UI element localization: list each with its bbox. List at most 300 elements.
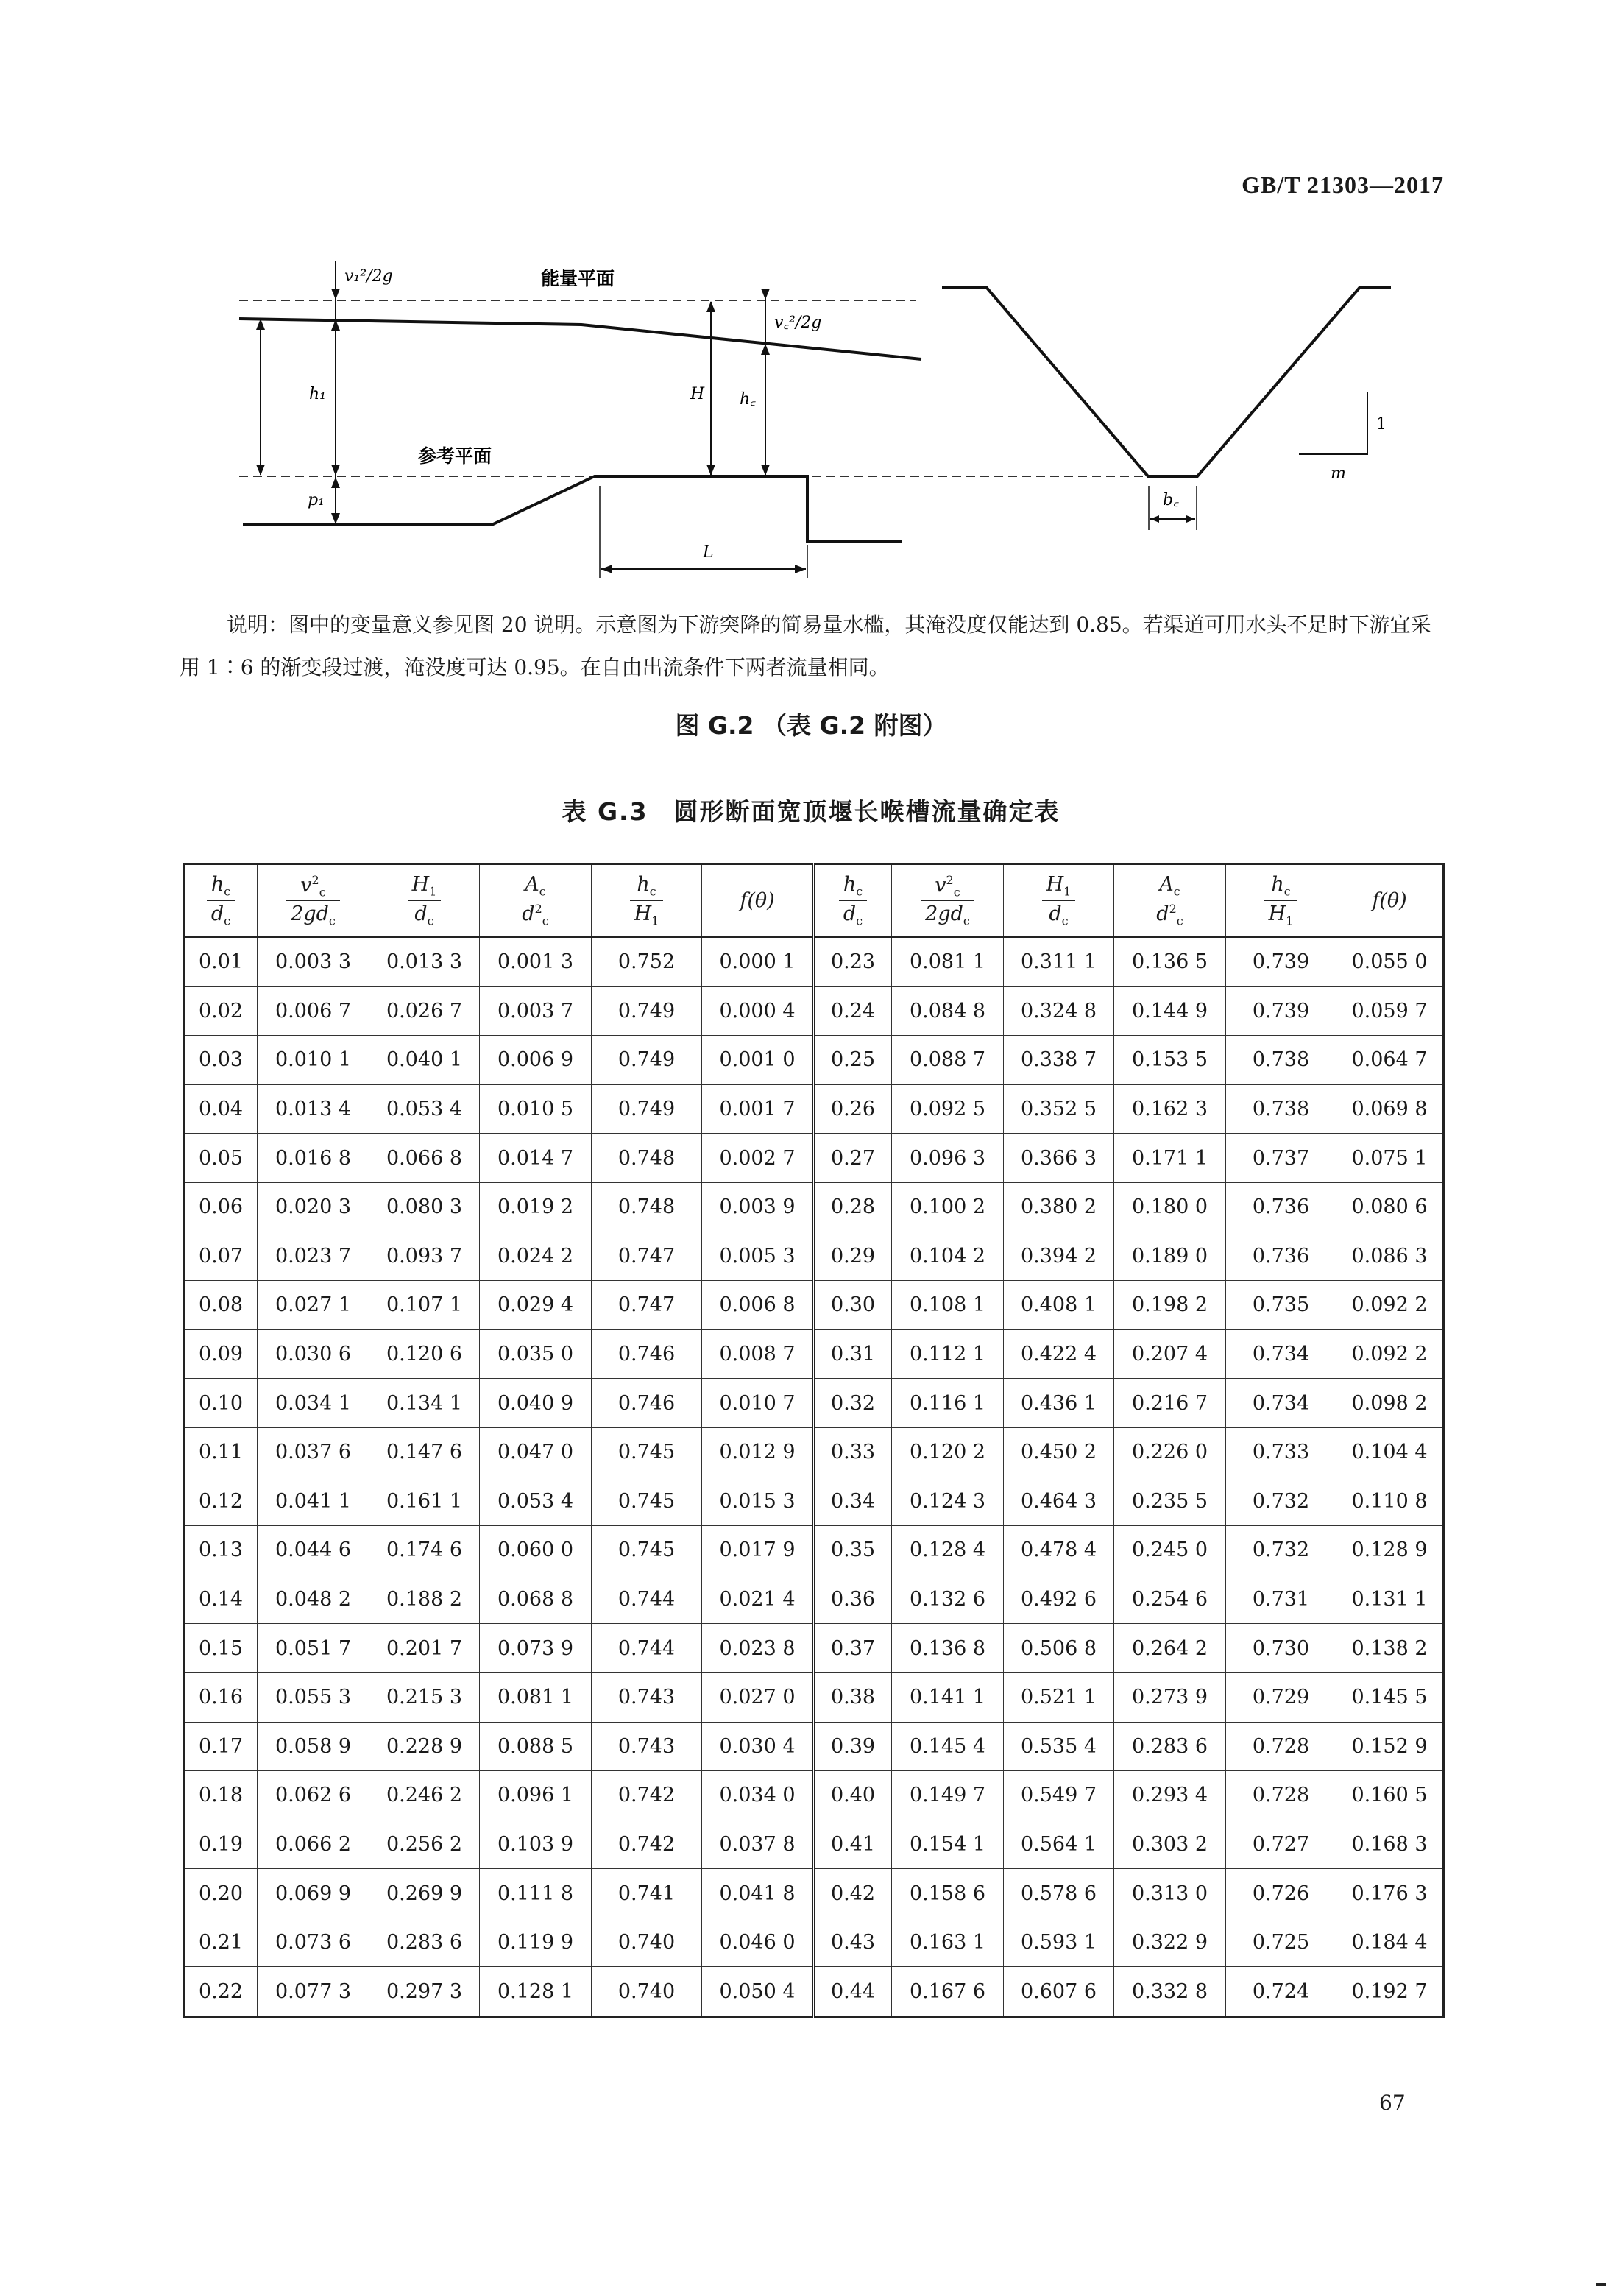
table-cell: 0.736	[1226, 1232, 1336, 1281]
table-cell: 0.593 1	[1004, 1918, 1114, 1967]
table-cell: 0.026 7	[369, 986, 480, 1036]
table-cell: 0.264 2	[1114, 1624, 1226, 1673]
table-cell: 0.22	[184, 1967, 258, 2017]
table-cell: 0.047 0	[480, 1427, 592, 1477]
table-cell: 0.564 1	[1004, 1820, 1114, 1869]
table-cell: 0.743	[592, 1722, 702, 1771]
table-cell: 0.055 0	[1336, 937, 1444, 987]
table-body	[184, 937, 1444, 2017]
table-cell: 0.010 7	[702, 1379, 814, 1428]
table-cell: 0.737	[1226, 1134, 1336, 1183]
table-cell: 0.735	[1226, 1281, 1336, 1330]
table-cell: 0.24	[814, 986, 892, 1036]
table-cell: 0.741	[592, 1869, 702, 1918]
table-cell: 0.050 4	[702, 1967, 814, 2017]
table-cell: 0.092 2	[1336, 1329, 1444, 1379]
table-cell: 0.39	[814, 1722, 892, 1771]
table-cell: 0.073 9	[480, 1624, 592, 1673]
table-cell: 0.10	[184, 1379, 258, 1428]
table-cell: 0.293 4	[1114, 1771, 1226, 1820]
table-cell: 0.010 5	[480, 1084, 592, 1134]
vc-label: v꜀²/2g	[774, 314, 822, 332]
table-cell: 0.20	[184, 1869, 258, 1918]
table-cell: 0.053 4	[480, 1477, 592, 1526]
trapezoid-section	[942, 287, 1391, 476]
table-cell: 0.013 3	[369, 937, 480, 987]
table-cell: 0.578 6	[1004, 1869, 1114, 1918]
table-cell: 0.43	[814, 1918, 892, 1967]
table-cell: 0.104 2	[892, 1232, 1004, 1281]
table-cell: 0.062 6	[258, 1771, 369, 1820]
table-cell: 0.246 2	[369, 1771, 480, 1820]
table-cell: 0.549 7	[1004, 1771, 1114, 1820]
table-row	[184, 937, 1444, 987]
table-cell: 0.096 3	[892, 1134, 1004, 1183]
table-cell: 0.027 0	[702, 1672, 814, 1722]
table-cell: 0.040 1	[369, 1036, 480, 1085]
table-cell: 0.18	[184, 1771, 258, 1820]
table-cell: 0.023 8	[702, 1624, 814, 1673]
table-title: 表 G.3 圆形断面宽顶堰长喉槽流量确定表	[562, 797, 1060, 826]
table-cell: 0.422 4	[1004, 1329, 1114, 1379]
table-cell: 0.005 3	[702, 1232, 814, 1281]
table-cell: 0.394 2	[1004, 1232, 1114, 1281]
table-cell: 0.136 5	[1114, 937, 1226, 987]
table-cell: 0.098 2	[1336, 1379, 1444, 1428]
channel-bed	[243, 476, 902, 541]
table-cell: 0.145 4	[892, 1722, 1004, 1771]
table-cell: 0.168 3	[1336, 1820, 1444, 1869]
table-cell: 0.124 3	[892, 1477, 1004, 1526]
standard-code: GB/T 21303—2017	[1242, 172, 1444, 198]
table-cell: 0.738	[1226, 1084, 1336, 1134]
table-cell: 0.21	[184, 1918, 258, 1967]
table-row	[184, 1232, 1444, 1281]
table-cell: 0.332 8	[1114, 1967, 1226, 2017]
table-cell: 0.749	[592, 1036, 702, 1085]
table-cell: 0.198 2	[1114, 1281, 1226, 1330]
table-row	[184, 1182, 1444, 1232]
table-cell: 0.189 0	[1114, 1232, 1226, 1281]
table-cell: 0.40	[814, 1771, 892, 1820]
table-cell: 0.752	[592, 937, 702, 987]
table-cell: 0.014 7	[480, 1134, 592, 1183]
table-cell: 0.607 6	[1004, 1967, 1114, 2017]
table-row	[184, 986, 1444, 1036]
table-cell: 0.37	[814, 1624, 892, 1673]
table-cell: 0.001 3	[480, 937, 592, 987]
table-row	[184, 1575, 1444, 1624]
table-cell: 0.744	[592, 1575, 702, 1624]
table-cell: 0.015 3	[702, 1477, 814, 1526]
table-cell: 0.724	[1226, 1967, 1336, 2017]
table-cell: 0.088 5	[480, 1722, 592, 1771]
table-cell: 0.26	[814, 1084, 892, 1134]
flow-table	[183, 863, 1445, 2018]
table-header-row	[184, 864, 1444, 937]
table-cell: 0.38	[814, 1672, 892, 1722]
table-cell: 0.107 1	[369, 1281, 480, 1330]
table-cell: 0.188 2	[369, 1575, 480, 1624]
table-cell: 0.019 2	[480, 1182, 592, 1232]
table-cell: 0.046 0	[702, 1918, 814, 1967]
table-cell: 0.739	[1226, 937, 1336, 987]
table-cell: 0.352 5	[1004, 1084, 1114, 1134]
table-cell: 0.023 7	[258, 1232, 369, 1281]
table-cell: 0.192 7	[1336, 1967, 1444, 2017]
table-cell: 0.116 1	[892, 1379, 1004, 1428]
table-cell: 0.041 8	[702, 1869, 814, 1918]
table-cell: 0.450 2	[1004, 1427, 1114, 1477]
table-cell: 0.066 2	[258, 1820, 369, 1869]
table-row	[184, 1036, 1444, 1085]
table-cell: 0.068 8	[480, 1575, 592, 1624]
table-cell: 0.184 4	[1336, 1918, 1444, 1967]
table-cell: 0.748	[592, 1134, 702, 1183]
table-cell: 0.297 3	[369, 1967, 480, 2017]
table-cell: 0.02	[184, 986, 258, 1036]
table-cell: 0.743	[592, 1672, 702, 1722]
table-cell: 0.060 0	[480, 1526, 592, 1575]
table-cell: 0.034 1	[258, 1379, 369, 1428]
table-cell: 0.144 9	[1114, 986, 1226, 1036]
table-cell: 0.736	[1226, 1182, 1336, 1232]
table-cell: 0.111 8	[480, 1869, 592, 1918]
table-cell: 0.096 1	[480, 1771, 592, 1820]
table-cell: 0.112 1	[892, 1329, 1004, 1379]
table-cell: 0.108 1	[892, 1281, 1004, 1330]
table-row	[184, 1477, 1444, 1526]
table-row	[184, 1918, 1444, 1967]
table-cell: 0.322 9	[1114, 1918, 1226, 1967]
table-cell: 0.037 6	[258, 1427, 369, 1477]
table-cell: 0.000 1	[702, 937, 814, 987]
table-cell: 0.739	[1226, 986, 1336, 1036]
table-cell: 0.44	[814, 1967, 892, 2017]
table-cell: 0.28	[814, 1182, 892, 1232]
table-cell: 0.742	[592, 1771, 702, 1820]
table-row	[184, 1526, 1444, 1575]
col-vc2-2gdc-left: $\frac{v^2_c}{2gd_c}$	[258, 864, 369, 937]
table-cell: 0.006 7	[258, 986, 369, 1036]
table-cell: 0.027 1	[258, 1281, 369, 1330]
table-cell: 0.745	[592, 1427, 702, 1477]
table-cell: 0.088 7	[892, 1036, 1004, 1085]
table-cell: 0.207 4	[1114, 1329, 1226, 1379]
table-cell: 0.235 5	[1114, 1477, 1226, 1526]
table-cell: 0.324 8	[1004, 986, 1114, 1036]
table-cell: 0.010 1	[258, 1036, 369, 1085]
table-cell: 0.732	[1226, 1477, 1336, 1526]
table-cell: 0.073 6	[258, 1918, 369, 1967]
table-cell: 0.15	[184, 1624, 258, 1673]
table-cell: 0.030 6	[258, 1329, 369, 1379]
table-cell: 0.021 4	[702, 1575, 814, 1624]
h1-label: h₁	[309, 385, 326, 403]
table-cell: 0.23	[814, 937, 892, 987]
table-cell: 0.32	[814, 1379, 892, 1428]
v1-label: v₁²/2g	[344, 267, 393, 286]
table-cell: 0.08	[184, 1281, 258, 1330]
table-cell: 0.17	[184, 1722, 258, 1771]
table-cell: 0.01	[184, 937, 258, 987]
table-cell: 0.128 9	[1336, 1526, 1444, 1575]
table-cell: 0.380 2	[1004, 1182, 1114, 1232]
table-cell: 0.003 7	[480, 986, 592, 1036]
table-cell: 0.141 1	[892, 1672, 1004, 1722]
col-hc-H1-left: $\frac{h_c}{H_1}$	[592, 864, 702, 937]
table-cell: 0.003 9	[702, 1182, 814, 1232]
table-cell: 0.002 7	[702, 1134, 814, 1183]
table-cell: 0.066 8	[369, 1134, 480, 1183]
table-cell: 0.492 6	[1004, 1575, 1114, 1624]
table-row	[184, 1084, 1444, 1134]
table-cell: 0.138 2	[1336, 1624, 1444, 1673]
table-cell: 0.012 9	[702, 1427, 814, 1477]
table-cell: 0.734	[1226, 1379, 1336, 1428]
table-cell: 0.058 9	[258, 1722, 369, 1771]
table-cell: 0.745	[592, 1477, 702, 1526]
col-Ac-dc2-left: $\frac{A_c}{d^2_c}$	[480, 864, 592, 937]
table-cell: 0.727	[1226, 1820, 1336, 1869]
col-H1-dc-right: $\frac{H_1}{d_c}$	[1004, 864, 1114, 937]
table-cell: 0.154 1	[892, 1820, 1004, 1869]
table-cell: 0.245 0	[1114, 1526, 1226, 1575]
table-cell: 0.726	[1226, 1869, 1336, 1918]
table-cell: 0.216 7	[1114, 1379, 1226, 1428]
table-cell: 0.100 2	[892, 1182, 1004, 1232]
table-cell: 0.16	[184, 1672, 258, 1722]
table-cell: 0.740	[592, 1918, 702, 1967]
table-cell: 0.729	[1226, 1672, 1336, 1722]
table-cell: 0.283 6	[1114, 1722, 1226, 1771]
table-cell: 0.153 5	[1114, 1036, 1226, 1085]
col-vc2-2gdc-right: $\frac{v^2_c}{2gd_c}$	[892, 864, 1004, 937]
table-cell: 0.077 3	[258, 1967, 369, 2017]
table-cell: 0.436 1	[1004, 1379, 1114, 1428]
table-cell: 0.303 2	[1114, 1820, 1226, 1869]
table-cell: 0.06	[184, 1182, 258, 1232]
table-cell: 0.728	[1226, 1771, 1336, 1820]
table-cell: 0.064 7	[1336, 1036, 1444, 1085]
table-cell: 0.228 9	[369, 1722, 480, 1771]
table-cell: 0.12	[184, 1477, 258, 1526]
table-row	[184, 1427, 1444, 1477]
table-cell: 0.313 0	[1114, 1869, 1226, 1918]
table-cell: 0.132 6	[892, 1575, 1004, 1624]
table-cell: 0.161 1	[369, 1477, 480, 1526]
table-cell: 0.03	[184, 1036, 258, 1085]
table-cell: 0.053 4	[369, 1084, 480, 1134]
slope-m-label: m	[1331, 465, 1346, 483]
table-cell: 0.478 4	[1004, 1526, 1114, 1575]
table-cell: 0.35	[814, 1526, 892, 1575]
table-cell: 0.256 2	[369, 1820, 480, 1869]
table-cell: 0.749	[592, 1084, 702, 1134]
table-cell: 0.158 6	[892, 1869, 1004, 1918]
table-cell: 0.747	[592, 1281, 702, 1330]
table-cell: 0.069 8	[1336, 1084, 1444, 1134]
table-cell: 0.093 7	[369, 1232, 480, 1281]
table-cell: 0.035 0	[480, 1329, 592, 1379]
table-cell: 0.734	[1226, 1329, 1336, 1379]
table-cell: 0.41	[814, 1820, 892, 1869]
table-cell: 0.128 1	[480, 1967, 592, 2017]
col-H1-dc-left: $\frac{H_1}{d_c}$	[369, 864, 480, 937]
col-hc-dc-right: $\frac{h_c}{d_c}$	[814, 864, 892, 937]
table-cell: 0.742	[592, 1820, 702, 1869]
table-cell: 0.07	[184, 1232, 258, 1281]
table-cell: 0.040 9	[480, 1379, 592, 1428]
table-cell: 0.020 3	[258, 1182, 369, 1232]
table-cell: 0.521 1	[1004, 1672, 1114, 1722]
corner-mark	[1596, 2283, 1606, 2286]
table-cell: 0.19	[184, 1820, 258, 1869]
table-cell: 0.120 6	[369, 1329, 480, 1379]
hc-label: h꜀	[740, 390, 756, 409]
figure-caption: 图 G.2 （表 G.2 附图）	[675, 711, 947, 740]
table-cell: 0.338 7	[1004, 1036, 1114, 1085]
table-cell: 0.464 3	[1004, 1477, 1114, 1526]
table-cell: 0.069 9	[258, 1869, 369, 1918]
table-cell: 0.30	[814, 1281, 892, 1330]
table-cell: 0.11	[184, 1427, 258, 1477]
table-cell: 0.180 0	[1114, 1182, 1226, 1232]
table-row	[184, 1134, 1444, 1183]
table-cell: 0.016 8	[258, 1134, 369, 1183]
table-cell: 0.055 3	[258, 1672, 369, 1722]
table-cell: 0.408 1	[1004, 1281, 1114, 1330]
table-cell: 0.201 7	[369, 1624, 480, 1673]
table-row	[184, 1329, 1444, 1379]
table-cell: 0.506 8	[1004, 1624, 1114, 1673]
table-cell: 0.080 3	[369, 1182, 480, 1232]
table-cell: 0.084 8	[892, 986, 1004, 1036]
col-hc-H1-right: $\frac{h_c}{H_1}$	[1226, 864, 1336, 937]
table-cell: 0.33	[814, 1427, 892, 1477]
figure-g2	[221, 250, 1428, 589]
table-cell: 0.080 6	[1336, 1182, 1444, 1232]
table-cell: 0.131 1	[1336, 1575, 1444, 1624]
table-cell: 0.42	[814, 1869, 892, 1918]
table-row	[184, 1672, 1444, 1722]
table-row	[184, 1771, 1444, 1820]
table-cell: 0.730	[1226, 1624, 1336, 1673]
table-cell: 0.128 4	[892, 1526, 1004, 1575]
table-cell: 0.000 4	[702, 986, 814, 1036]
table-cell: 0.746	[592, 1329, 702, 1379]
table-cell: 0.749	[592, 986, 702, 1036]
table-cell: 0.152 9	[1336, 1722, 1444, 1771]
table-cell: 0.013 4	[258, 1084, 369, 1134]
table-cell: 0.14	[184, 1575, 258, 1624]
table-cell: 0.119 9	[480, 1918, 592, 1967]
table-cell: 0.104 4	[1336, 1427, 1444, 1477]
table-cell: 0.001 7	[702, 1084, 814, 1134]
col-Ac-dc2-right: $\frac{A_c}{d^2_c}$	[1114, 864, 1226, 937]
table-cell: 0.215 3	[369, 1672, 480, 1722]
table-row	[184, 1281, 1444, 1330]
table-cell: 0.29	[814, 1232, 892, 1281]
table-cell: 0.149 7	[892, 1771, 1004, 1820]
table-cell: 0.167 6	[892, 1967, 1004, 2017]
table-cell: 0.034 0	[702, 1771, 814, 1820]
table-cell: 0.120 2	[892, 1427, 1004, 1477]
table-cell: 0.283 6	[369, 1918, 480, 1967]
L-label: L	[703, 543, 714, 562]
table-cell: 0.163 1	[892, 1918, 1004, 1967]
table-cell: 0.05	[184, 1134, 258, 1183]
table-cell: 0.27	[814, 1134, 892, 1183]
table-cell: 0.732	[1226, 1526, 1336, 1575]
table-cell: 0.13	[184, 1526, 258, 1575]
page-number: 67	[1379, 2091, 1406, 2115]
table-cell: 0.171 1	[1114, 1134, 1226, 1183]
table-cell: 0.747	[592, 1232, 702, 1281]
table-cell: 0.006 9	[480, 1036, 592, 1085]
table-cell: 0.134 1	[369, 1379, 480, 1428]
table-cell: 0.081 1	[892, 937, 1004, 987]
table-cell: 0.748	[592, 1182, 702, 1232]
table-cell: 0.174 6	[369, 1526, 480, 1575]
table-cell: 0.017 9	[702, 1526, 814, 1575]
table-cell: 0.04	[184, 1084, 258, 1134]
table-cell: 0.003 3	[258, 937, 369, 987]
table-cell: 0.36	[814, 1575, 892, 1624]
table-cell: 0.731	[1226, 1575, 1336, 1624]
energy-plane-label: 能量平面	[541, 268, 615, 289]
table-cell: 0.048 2	[258, 1575, 369, 1624]
table-row	[184, 1869, 1444, 1918]
table-cell: 0.733	[1226, 1427, 1336, 1477]
table-cell: 0.738	[1226, 1036, 1336, 1085]
table-cell: 0.086 3	[1336, 1232, 1444, 1281]
table-cell: 0.746	[592, 1379, 702, 1428]
table-row	[184, 1624, 1444, 1673]
table-cell: 0.147 6	[369, 1427, 480, 1477]
table-cell: 0.041 1	[258, 1477, 369, 1526]
table-cell: 0.001 0	[702, 1036, 814, 1085]
table-cell: 0.160 5	[1336, 1771, 1444, 1820]
slope-one-label: 1	[1376, 415, 1387, 434]
table-row	[184, 1967, 1444, 2017]
table-cell: 0.269 9	[369, 1869, 480, 1918]
table-cell: 0.273 9	[1114, 1672, 1226, 1722]
table-cell: 0.092 2	[1336, 1281, 1444, 1330]
table-cell: 0.092 5	[892, 1084, 1004, 1134]
table-cell: 0.037 8	[702, 1820, 814, 1869]
col-ftheta-left: f(θ)	[702, 864, 814, 937]
table-cell: 0.081 1	[480, 1672, 592, 1722]
table-cell: 0.051 7	[258, 1624, 369, 1673]
H-label: H	[690, 385, 705, 403]
table-cell: 0.075 1	[1336, 1134, 1444, 1183]
table-cell: 0.744	[592, 1624, 702, 1673]
reference-plane-label: 参考平面	[418, 445, 492, 467]
table-cell: 0.740	[592, 1967, 702, 2017]
table-cell: 0.311 1	[1004, 937, 1114, 987]
table-cell: 0.34	[814, 1477, 892, 1526]
table-cell: 0.024 2	[480, 1232, 592, 1281]
figure-note: 说明：图中的变量意义参见图 20 说明。示意图为下游突降的简易量水槛，其淹没度仅能达到 0.85。若渠道可用水头不足时下游宜采用 1∶6 的渐变段过渡，淹没度可达 0.95。在自由出流条件下两者流量相同。	[180, 612, 1431, 679]
table-cell: 0.110 8	[1336, 1477, 1444, 1526]
table-cell: 0.145 5	[1336, 1672, 1444, 1722]
table-cell: 0.535 4	[1004, 1722, 1114, 1771]
table-row	[184, 1722, 1444, 1771]
table-cell: 0.030 4	[702, 1722, 814, 1771]
table-cell: 0.728	[1226, 1722, 1336, 1771]
table-cell: 0.136 8	[892, 1624, 1004, 1673]
